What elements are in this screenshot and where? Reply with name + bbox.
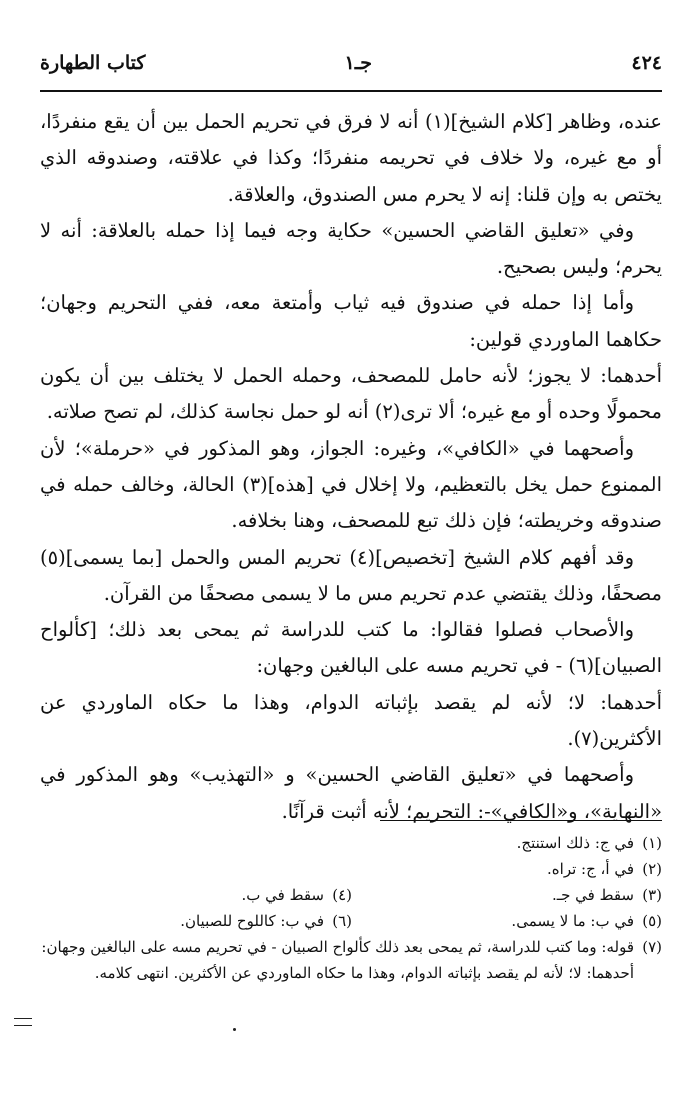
footnote-text: سقط في ب. xyxy=(241,886,324,904)
footnote-rule xyxy=(380,820,662,821)
footnote-7 xyxy=(41,934,662,960)
footnote-row xyxy=(40,934,662,960)
paragraph: والأصحاب فصلوا فقالوا: ما كتب للدراسة ثم يمحى بعد ذلك؛ [كألواح الصبيان](٦) - في تحريم مسه على البالغين وجهان: xyxy=(40,618,662,678)
paragraph: وفي «تعليق القاضي الحسين» حكاية وجه فيما إذا حمله بالعلاقة: أنه لا يحرم؛ وليس بصحيح. xyxy=(40,218,662,279)
header-rule xyxy=(40,90,662,92)
footnote-7-continuation: أحدهما: لا؛ لأنه لم يقصد بإثباته الدوام، وهذا ما حكاه الماوردي عن الأكثرين. انتهى كلامه. xyxy=(94,964,634,982)
footnote-text: في أ، ج: تراه. xyxy=(547,860,634,878)
paragraph: عنده، وظاهر [كلام الشيخ](١) أنه لا فرق في تحريم الحمل بين أن يقع منفردًا، أو مع غيره، ولا خلاف في تحريمه منفردًا؛ وكذا في علاقته، وصندوقه الذي يختص به وإن قلنا: إنه لا يحرم مس الصندوق، والعلاقة. xyxy=(40,110,662,206)
paragraph: وأصحهما في «الكافي»، وغيره: الجواز، وهو المذكور في «حرملة»؛ لأن الممنوع حمل يخل بالتعظيم، ولا إخلال في [هذه](٣) الحالة، وخالف حمله في صندوقه وخريطته؛ فإن ذلك تبع للمصحف، وهنا بخلافه. xyxy=(40,436,662,533)
page-number: ٤٢٤ xyxy=(631,52,662,74)
footnote-4 xyxy=(42,882,352,908)
footnote-number: (٤) xyxy=(332,886,352,904)
paragraph: أحدهما: لا يجوز؛ لأنه حامل للمصحف، وحمله الحمل لا يختلف بين أن يكون محمولًا وحده أو مع غيره؛ ألا ترى(٢) أنه لو حمل نجاسة كذلك، لم تصح صلاته. xyxy=(40,364,662,424)
footnote-text: في ب: ما لا يسمى. xyxy=(511,912,634,930)
footnotes xyxy=(40,830,662,986)
footnote-text: في ج: ذلك استنتج. xyxy=(516,834,634,852)
book-title: كتاب الطهارة xyxy=(40,52,146,74)
paragraph: أحدهما: لا؛ لأنه لم يقصد بإثباته الدوام، وهذا ما حكاه الماوردي عن الأكثرين(٧). xyxy=(40,690,662,751)
footnote-number: (٧) xyxy=(642,938,662,956)
margin-mark xyxy=(14,1018,32,1026)
volume-label: جـ١ xyxy=(344,52,372,74)
footnote-row xyxy=(40,856,662,882)
footnote-row xyxy=(40,830,662,856)
footnote-number: (٦) xyxy=(332,912,352,930)
footnote-text: سقط في جـ. xyxy=(551,886,634,904)
footnote-text: قوله: وما كتب للدراسة، ثم يمحى بعد ذلك كألواح الصبيان - في تحريم مسه على البالغين وجهان: xyxy=(41,938,634,956)
paragraph: وأصحهما في «تعليق القاضي الحسين» و «التهذيب» وهو المذكور في «النهاية»، و«الكافي»-: التحريم؛ لأنه أثبت قرآنًا. xyxy=(40,763,662,823)
footnote-number: (٣) xyxy=(642,886,662,904)
running-header xyxy=(40,52,662,86)
main-text xyxy=(40,104,662,830)
footnote-number: (١) xyxy=(642,834,662,852)
footnote-1 xyxy=(517,830,662,856)
footnote-number: (٢) xyxy=(642,860,662,878)
footnote-2 xyxy=(547,856,662,882)
ink-dot xyxy=(233,1028,236,1031)
footnote-row xyxy=(40,908,662,934)
footnote-5 xyxy=(352,908,662,934)
paragraph: وأما إذا حمله في صندوق فيه ثياب وأمتعة معه، ففي التحريم وجهان؛ حكاهما الماوردي قولين: xyxy=(40,291,662,351)
footnote-row xyxy=(40,882,662,908)
footnote-text: في ب: كاللوح للصبيان. xyxy=(180,912,324,930)
footnote-6 xyxy=(42,908,352,934)
footnote-3 xyxy=(352,882,662,908)
footnote-number: (٥) xyxy=(642,912,662,930)
paragraph: وقد أفهم كلام الشيخ [تخصيص](٤) تحريم المس والحمل [بما يسمى](٥) مصحفًا، وذلك يقتضي عدم تحريم مس ما لا يسمى مصحفًا من القرآن. xyxy=(40,545,662,605)
